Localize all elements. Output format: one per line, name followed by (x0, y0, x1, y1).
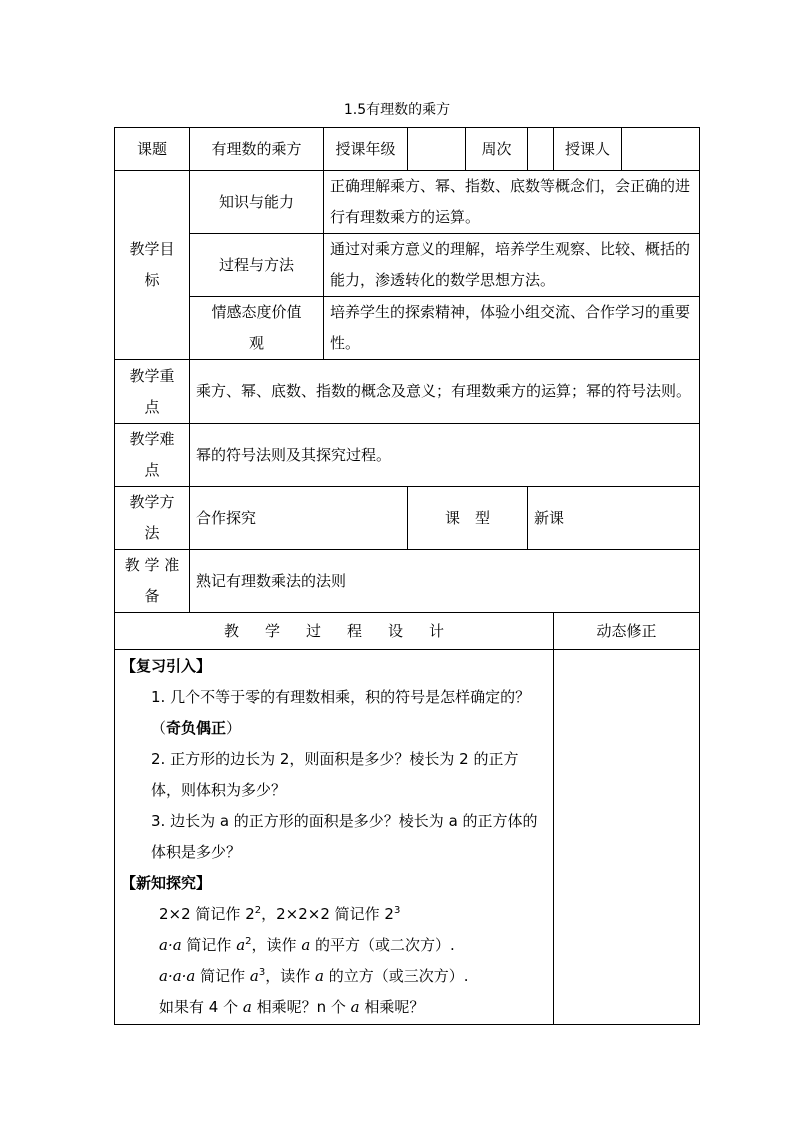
goals-label (115, 171, 190, 360)
difficulties-label (115, 424, 190, 487)
method-value: 合作探究 (190, 487, 408, 550)
week-value[interactable] (528, 128, 554, 171)
preparation-label (115, 550, 190, 613)
key-points-label-line2: 点 (144, 397, 160, 416)
document-title: 1.5有理数的乘方 (343, 102, 451, 118)
review-question-2: 2. 正方形的边长为 2，则面积是多少？棱长为 2 的正方体，则体积为多少？ (151, 750, 519, 799)
review-question-3: 3. 边长为 a 的正方形的面积是多少？棱长为 a 的正方体的体积是多少？ (151, 812, 538, 861)
difficulties-label-line1: 教学难 (129, 430, 175, 448)
grade-value[interactable] (408, 128, 466, 171)
review-heading: 【复习引入】 (121, 657, 212, 675)
process-body-row (115, 650, 700, 1025)
power-line-4: 如果有 4 个 a 相乘呢？n 个 a 相乘呢？ (159, 998, 425, 1016)
preparation-row (115, 550, 700, 613)
process-header-row (115, 613, 700, 650)
emotion-label-line1: 情感态度价值 (211, 303, 302, 321)
lesson-type-value: 新课 (528, 487, 700, 550)
method-row (115, 487, 700, 550)
process-method-label: 过程与方法 (190, 234, 324, 297)
difficulties-text: 幂的符号法则及其探究过程。 (190, 424, 700, 487)
key-points-text: 乘方、幂、底数、指数的概念及意义；有理数乘方的运算；幂的符号法则。 (190, 360, 700, 424)
preparation-text: 熟记有理数乘法的法则 (190, 550, 700, 613)
goal-row-process (115, 234, 700, 297)
knowledge-text: 正确理解乘方、幂、指数、底数等概念们，会正确的进行有理数乘方的运算。 (324, 171, 700, 234)
emotion-label-line2: 观 (248, 334, 264, 352)
topic-value: 有理数的乘方 (190, 128, 324, 171)
power-line-2: a·a 简记作 $a^2$，读作 a 的平方（或二次方）. (159, 936, 455, 954)
emotion-text: 培养学生的探索精神，体验小组交流、合作学习的重要性。 (324, 297, 700, 360)
method-label-line2: 法 (144, 524, 160, 542)
design-header (115, 613, 554, 650)
power-line-3: a·a·a 简记作 $a^3$，读作 a 的立方（或三次方）. (159, 967, 469, 985)
review-question-1: 1. 几个不等于零的有理数相乘，积的符号是怎样确定的？（奇负偶正） (151, 688, 531, 737)
method-label (115, 487, 190, 550)
week-label: 周次 (466, 128, 528, 171)
grade-label: 授课年级 (324, 128, 408, 171)
topic-label: 课题 (115, 128, 190, 171)
difficulties-label-line2: 点 (144, 461, 160, 479)
goals-label-line2: 标 (144, 271, 160, 289)
new-knowledge-heading: 【新知探究】 (121, 874, 212, 892)
preparation-label-line2: 备 (144, 587, 160, 605)
design-header-label: 教学过程设计 (223, 621, 470, 640)
key-points-label-line1: 教学重 (129, 366, 175, 385)
lesson-plan-table (114, 127, 700, 1025)
teacher-value[interactable] (622, 128, 700, 171)
process-content (115, 650, 554, 1025)
knowledge-label: 知识与能力 (190, 171, 324, 234)
process-method-text: 通过对乘方意义的理解，培养学生观察、比较、概括的能力，渗透转化的数学思想方法。 (324, 234, 700, 297)
difficulties-row (115, 424, 700, 487)
preparation-label-line1: 教 学 准 (124, 556, 180, 574)
emotion-label (190, 297, 324, 360)
goals-label-line1: 教学目 (129, 240, 175, 258)
header-row (115, 128, 700, 171)
goal-row-emotion (115, 297, 700, 360)
power-line-1: 2×2 简记作 $2^2$，2×2×2 简记作 $2^3$ (159, 905, 401, 923)
goal-row-knowledge (115, 171, 700, 234)
lesson-type-label: 课 型 (408, 487, 528, 550)
method-label-line1: 教学方 (129, 493, 175, 511)
key-points-row (115, 360, 700, 424)
revision-content[interactable] (554, 650, 700, 1025)
key-points-label (115, 360, 190, 424)
revision-header: 动态修正 (554, 613, 700, 650)
teacher-label: 授课人 (554, 128, 622, 171)
